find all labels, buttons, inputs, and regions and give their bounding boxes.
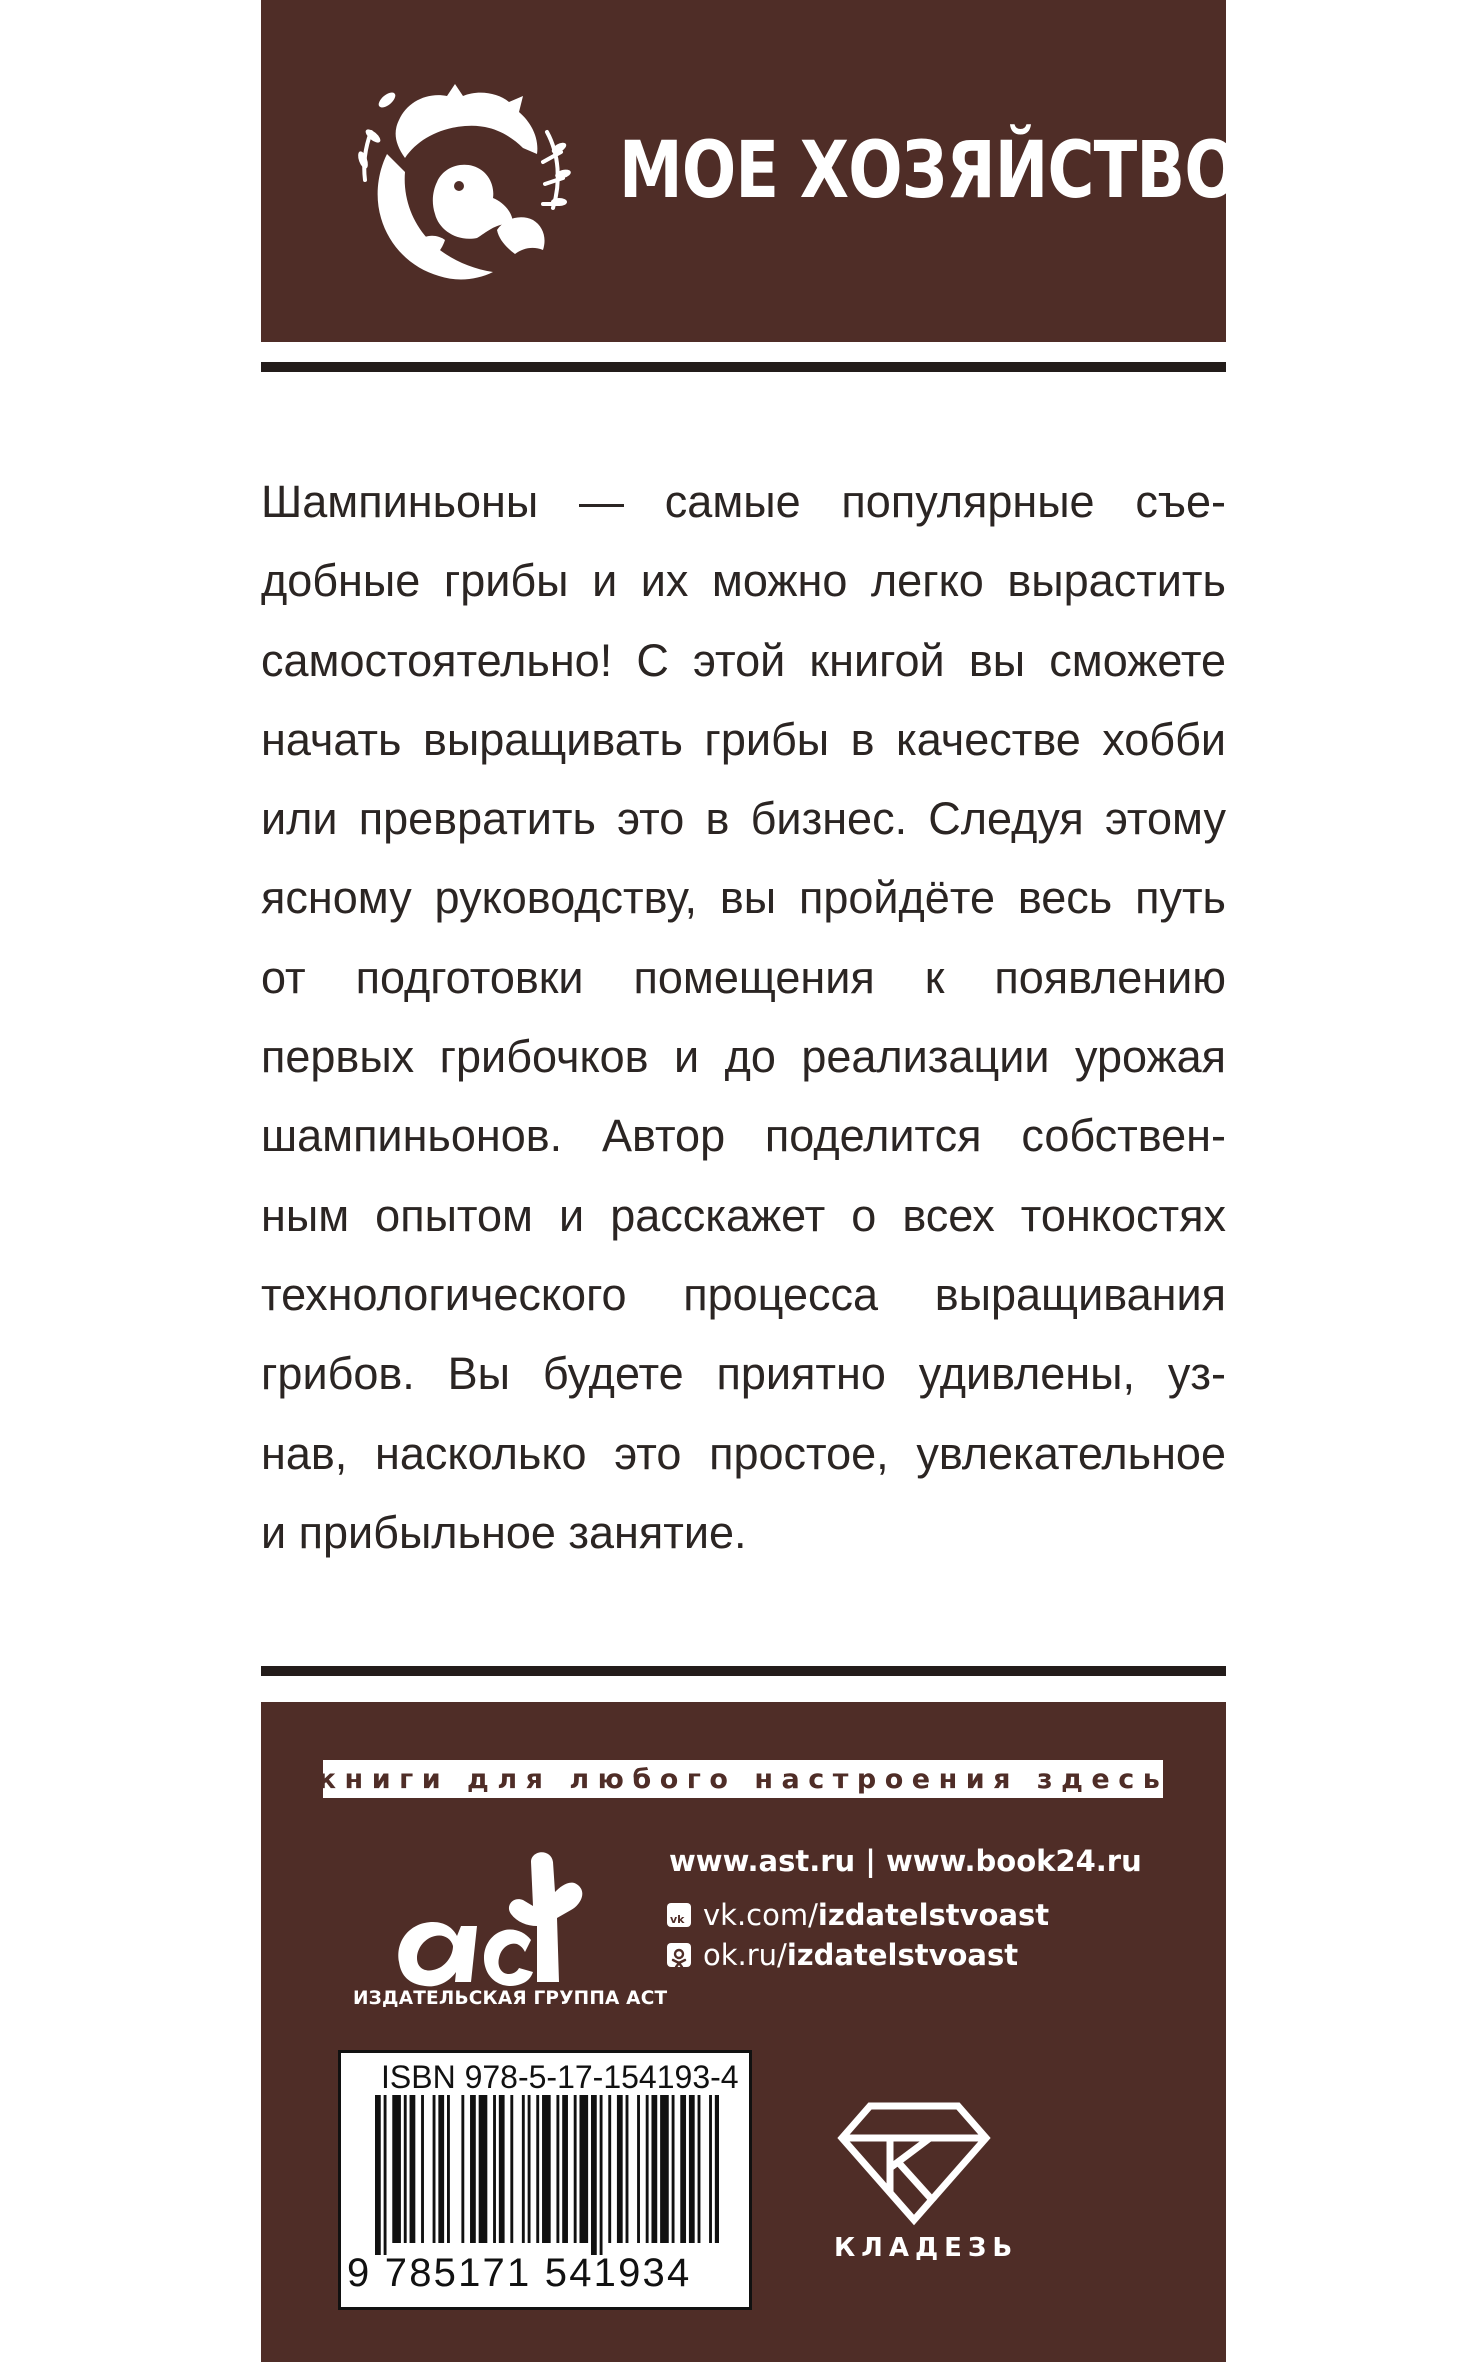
publisher-websites[interactable]: www.ast.ru | www.book24.ru: [669, 1844, 1142, 1878]
annotation-line: Шампиньоны — самые популярные съе-: [261, 476, 1226, 527]
ok-icon: [667, 1943, 691, 1967]
barcode-bar: [522, 2095, 525, 2243]
barcode-bar: [709, 2095, 712, 2243]
vk-url-prefix: vk.com/: [703, 1898, 818, 1932]
barcode-bar: [375, 2095, 381, 2255]
annotation-line: самостоятельно! С этой книгой вы сможете: [261, 634, 1226, 686]
barcode-bar: [499, 2095, 505, 2243]
barcode-bar: [591, 2095, 597, 2255]
annotation-line: ным опытом и расскажет о всех тонкостях: [261, 1189, 1226, 1241]
barcode-bar: [470, 2095, 476, 2243]
tagline: книги для любого настроения здесь: [317, 1763, 1169, 1795]
annotation-line: первых грибочков и до реализации урожая: [261, 1031, 1226, 1083]
annotation-line: шампиньонов. Автор поделится собствен-: [261, 1110, 1226, 1162]
barcode-bar: [660, 2095, 669, 2243]
ok-url-prefix: ok.ru/: [703, 1938, 787, 1972]
book-annotation: [261, 462, 1226, 1572]
tagline-strip: [317, 1760, 1169, 1798]
barcode-bar: [421, 2095, 424, 2243]
barcode-bar: [579, 2095, 588, 2243]
barcode-bar: [510, 2095, 513, 2243]
social-link-vk[interactable]: [667, 1898, 1049, 1932]
barcode-bar: [536, 2095, 539, 2243]
barcode-bar: [715, 2095, 719, 2243]
svg-text:vk: vk: [670, 1913, 685, 1926]
barcode-bar: [479, 2095, 488, 2243]
annotation-line: ясному руководству, вы пройдёте весь путь: [261, 872, 1226, 924]
top-divider-rule: [261, 362, 1226, 372]
barcode-icon: [375, 2095, 719, 2255]
barcode-bar: [680, 2095, 686, 2243]
barcode-bar: [392, 2095, 401, 2243]
ean-digits: 9 785171 541934: [347, 2251, 692, 2295]
vk-url-handle: izdatelstvoast: [817, 1898, 1050, 1932]
barcode-bar: [600, 2095, 603, 2255]
farm-animals-logo-icon: [347, 62, 577, 294]
barcode-bar: [438, 2095, 444, 2243]
barcode-bar: [637, 2095, 640, 2243]
barcode-bar: [433, 2095, 436, 2243]
barcode-bar: [574, 2095, 577, 2243]
barcode-bar: [384, 2095, 387, 2255]
barcode-bar: [672, 2095, 675, 2243]
barcode-bar: [461, 2095, 464, 2243]
barcode-bar: [447, 2095, 450, 2243]
barcode-bar: [404, 2095, 407, 2243]
barcode-bar: [562, 2095, 568, 2243]
annotation-line: начать выращивать грибы в качестве хобби: [261, 713, 1226, 765]
barcode-bar: [626, 2095, 629, 2243]
barcode-bar: [689, 2095, 695, 2243]
isbn-number: ISBN 978-5-17-154193-4: [381, 2059, 739, 2095]
kladez-diamond-logo-icon: [834, 2098, 994, 2226]
social-link-ok[interactable]: [667, 1938, 1018, 1972]
barcode-bar: [646, 2095, 649, 2243]
barcode-bar: [528, 2095, 531, 2243]
barcode-bar: [608, 2095, 611, 2243]
vk-icon: [667, 1903, 691, 1927]
bottom-divider-rule: [261, 1666, 1226, 1676]
series-header-band: [261, 0, 1238, 342]
barcode-bar: [617, 2095, 623, 2243]
barcode-bar: [410, 2095, 416, 2243]
imprint-name: КЛАДЕЗЬ: [834, 2233, 1019, 2263]
annotation-line: грибов. Вы будете приятно удивлены, уз-: [261, 1348, 1226, 1400]
ast-logo-icon: [381, 1822, 591, 2002]
ok-url-handle: izdatelstvoast: [786, 1938, 1019, 1972]
annotation-line: или превратить это в бизнес. Следуя этому: [261, 793, 1226, 845]
series-title: МОЕ ХОЗЯЙСТВО: [619, 126, 1238, 216]
annotation-line: добные грибы и их можно легко вырастить: [261, 555, 1226, 607]
annotation-line: технологического процесса выращивания: [261, 1268, 1226, 1320]
annotation-line: нав, насколько это простое, увлекательное: [261, 1427, 1226, 1479]
annotation-line: и прибыльное занятие.: [261, 1506, 747, 1558]
isbn-barcode-box: [338, 2050, 752, 2310]
barcode-bar: [542, 2095, 551, 2243]
barcode-bar: [493, 2095, 496, 2243]
annotation-line: от подготовки помещения к появлению: [261, 951, 1226, 1003]
barcode-bar: [698, 2095, 701, 2243]
barcode-bar: [651, 2095, 657, 2243]
publisher-group-name: ИЗДАТЕЛЬСКАЯ ГРУППА АСТ: [353, 1988, 668, 2009]
barcode-bar: [556, 2095, 559, 2243]
